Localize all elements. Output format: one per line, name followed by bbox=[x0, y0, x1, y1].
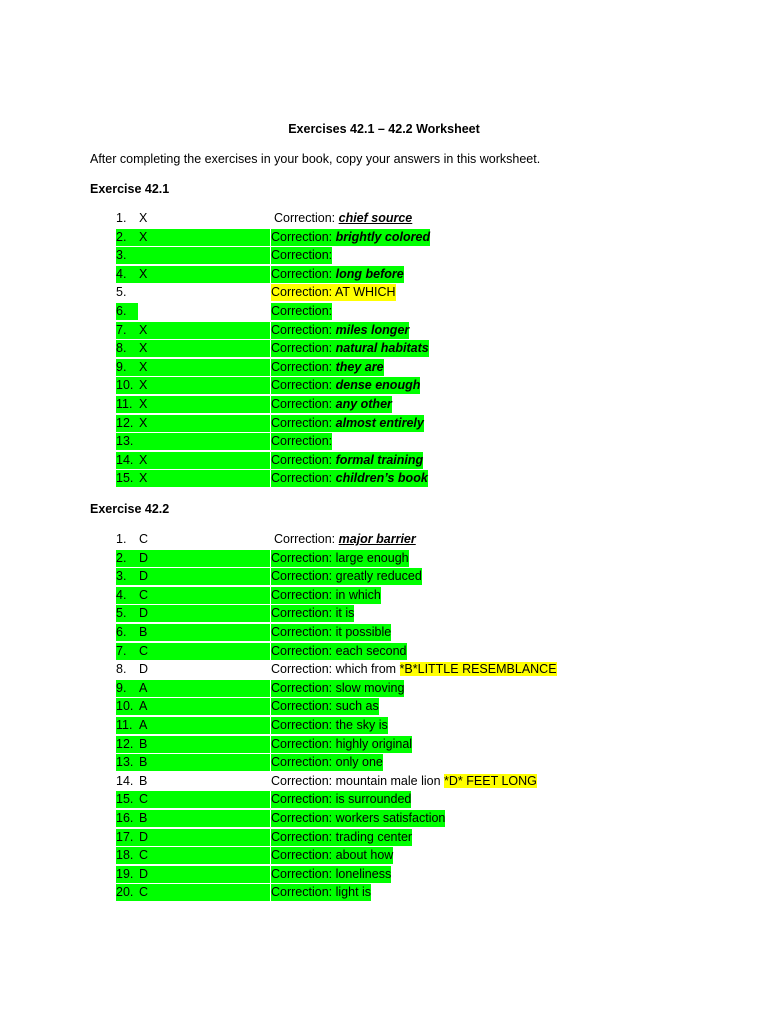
item-number: 9. bbox=[116, 680, 127, 695]
item-number: 14. bbox=[116, 773, 134, 788]
answer-row bbox=[0, 847, 768, 866]
correction-value: which from bbox=[335, 662, 397, 677]
item-number: 5. bbox=[116, 606, 127, 621]
correction-value: dense enough bbox=[335, 378, 421, 393]
correction-value: long before bbox=[335, 266, 404, 281]
correction-label: Correction: bbox=[271, 569, 333, 584]
correction-value: greatly reduced bbox=[335, 569, 422, 584]
correction-label: Correction: bbox=[271, 606, 333, 621]
correction-label: Correction: bbox=[271, 452, 333, 467]
answer-cell bbox=[116, 847, 270, 864]
correction-value: only one bbox=[335, 755, 383, 770]
item-answer: C bbox=[139, 643, 149, 658]
correction-value: it is bbox=[335, 606, 355, 621]
answer-row bbox=[0, 568, 768, 587]
answer-cell bbox=[116, 415, 270, 432]
item-answer: X bbox=[139, 415, 148, 430]
answer-row bbox=[0, 470, 768, 489]
item-answer: D bbox=[139, 662, 149, 677]
correction-label: Correction: bbox=[271, 396, 333, 411]
item-answer: C bbox=[139, 848, 149, 863]
answer-row bbox=[0, 866, 768, 885]
correction-cell bbox=[271, 736, 412, 753]
highlighted-note: *B*LITTLE RESEMBLANCE bbox=[399, 662, 557, 677]
item-answer: X bbox=[139, 341, 148, 356]
answer-cell bbox=[116, 661, 148, 678]
item-answer: B bbox=[139, 810, 148, 825]
exercise-2-answers bbox=[0, 531, 768, 903]
correction-cell bbox=[271, 470, 428, 487]
correction-label: Correction: bbox=[271, 624, 333, 639]
item-number: 7. bbox=[116, 322, 127, 337]
correction-label: Correction: bbox=[271, 415, 333, 430]
item-answer: C bbox=[139, 792, 149, 807]
answer-cell bbox=[116, 605, 270, 622]
exercise-1-heading: Exercise 42.1 bbox=[90, 182, 170, 196]
answer-cell bbox=[116, 680, 270, 697]
answer-row bbox=[0, 624, 768, 643]
correction-label: Correction: bbox=[271, 322, 333, 337]
item-number: 6. bbox=[116, 624, 127, 639]
item-number: 15. bbox=[116, 471, 134, 486]
correction-cell bbox=[271, 266, 404, 283]
item-number: 17. bbox=[116, 829, 134, 844]
item-answer: B bbox=[139, 624, 148, 639]
correction-value: major barrier bbox=[338, 532, 416, 546]
answer-cell bbox=[116, 587, 270, 604]
answer-row bbox=[0, 377, 768, 396]
item-number: 16. bbox=[116, 810, 134, 825]
item-number: 11. bbox=[116, 396, 133, 411]
item-number: 4. bbox=[116, 266, 127, 281]
answer-cell bbox=[116, 229, 270, 246]
item-number: 3. bbox=[116, 569, 127, 584]
correction-cell bbox=[271, 866, 391, 883]
item-answer: X bbox=[139, 452, 148, 467]
answer-cell bbox=[116, 377, 270, 394]
answer-row bbox=[0, 433, 768, 452]
answer-row bbox=[0, 717, 768, 736]
item-answer: A bbox=[139, 699, 148, 714]
correction-label: Correction: bbox=[271, 717, 333, 732]
correction-value: almost entirely bbox=[335, 415, 424, 430]
correction-cell bbox=[271, 396, 392, 413]
answer-row bbox=[0, 266, 768, 285]
exercise-2-heading: Exercise 42.2 bbox=[90, 502, 170, 516]
correction-label: Correction: bbox=[271, 229, 333, 244]
correction-label: Correction: bbox=[271, 810, 333, 825]
answer-cell bbox=[116, 322, 270, 339]
item-answer: X bbox=[139, 396, 148, 411]
item-answer: X bbox=[139, 378, 148, 393]
item-number: 2. bbox=[116, 229, 127, 244]
correction-label: Correction: bbox=[271, 755, 333, 770]
answer-row bbox=[0, 884, 768, 903]
correction-cell bbox=[271, 624, 391, 641]
item-number: 4. bbox=[116, 587, 127, 602]
correction-cell bbox=[271, 550, 409, 567]
correction-value: brightly colored bbox=[335, 229, 431, 244]
answer-row bbox=[0, 229, 768, 248]
correction-cell bbox=[271, 377, 420, 394]
correction-label: Correction: bbox=[271, 643, 333, 658]
item-number: 1. bbox=[116, 532, 127, 546]
item-number: 10. bbox=[116, 699, 134, 714]
answer-cell bbox=[116, 266, 270, 283]
item-answer: C bbox=[139, 885, 149, 900]
correction-label: Correction: bbox=[271, 587, 333, 602]
correction-label: Correction: bbox=[271, 885, 333, 900]
item-answer: A bbox=[139, 717, 148, 732]
answer-row bbox=[0, 810, 768, 829]
item-number: 6. bbox=[116, 303, 127, 318]
correction-value: is surrounded bbox=[335, 792, 412, 807]
correction-label: Correction: bbox=[271, 285, 333, 300]
answer-row bbox=[0, 415, 768, 434]
correction-label: Correction: bbox=[271, 341, 333, 356]
correction-cell bbox=[271, 884, 371, 901]
correction-value: miles longer bbox=[335, 322, 410, 337]
item-answer: B bbox=[139, 773, 148, 788]
answer-row bbox=[0, 605, 768, 624]
correction-value: loneliness bbox=[335, 866, 392, 881]
highlighted-note: *D* FEET LONG bbox=[444, 773, 537, 788]
answer-row bbox=[0, 643, 768, 662]
item-number: 15. bbox=[116, 792, 134, 807]
correction-label: Correction: bbox=[271, 848, 333, 863]
correction-value: slow moving bbox=[335, 680, 405, 695]
correction-value: such as bbox=[335, 699, 379, 714]
item-number: 13. bbox=[116, 434, 134, 449]
answer-cell bbox=[116, 303, 138, 320]
answer-cell bbox=[116, 550, 270, 567]
correction-cell bbox=[271, 303, 332, 320]
answer-row bbox=[0, 698, 768, 717]
correction-cell bbox=[271, 284, 396, 301]
correction-value: they are bbox=[335, 359, 384, 374]
exercise-1-answers bbox=[0, 210, 768, 489]
correction-value: AT WHICH bbox=[334, 285, 396, 300]
answer-cell bbox=[116, 791, 270, 808]
answer-cell bbox=[116, 531, 148, 548]
correction-cell bbox=[271, 359, 384, 376]
item-number: 13. bbox=[116, 755, 134, 770]
answer-cell bbox=[116, 396, 270, 413]
answer-row bbox=[0, 210, 768, 229]
correction-label: Correction: bbox=[271, 773, 333, 788]
answer-row bbox=[0, 791, 768, 810]
answer-row bbox=[0, 359, 768, 378]
answer-row bbox=[0, 587, 768, 606]
item-answer: C bbox=[139, 532, 149, 546]
correction-value: natural habitats bbox=[335, 341, 429, 356]
answer-row bbox=[0, 680, 768, 699]
correction-value: children’s book bbox=[335, 471, 428, 486]
answer-cell bbox=[116, 359, 270, 376]
item-answer: X bbox=[139, 359, 148, 374]
answer-cell bbox=[116, 884, 270, 901]
correction-label: Correction: bbox=[271, 662, 333, 677]
correction-cell bbox=[271, 605, 354, 622]
item-answer: D bbox=[139, 866, 149, 881]
answer-cell bbox=[116, 773, 147, 790]
answer-row bbox=[0, 247, 768, 266]
item-number: 8. bbox=[116, 662, 127, 677]
correction-value: in which bbox=[335, 587, 381, 602]
item-number: 2. bbox=[116, 550, 127, 565]
correction-cell bbox=[274, 531, 416, 548]
item-answer: X bbox=[139, 229, 148, 244]
item-number: 12. bbox=[116, 415, 134, 430]
answer-row bbox=[0, 284, 768, 303]
correction-label: Correction: bbox=[271, 680, 333, 695]
item-number: 18. bbox=[116, 848, 134, 863]
item-answer: B bbox=[139, 755, 148, 770]
correction-cell bbox=[271, 568, 422, 585]
item-number: 1. bbox=[116, 211, 127, 225]
correction-cell bbox=[271, 773, 537, 790]
answer-cell bbox=[116, 624, 270, 641]
answer-cell bbox=[116, 284, 139, 301]
correction-label: Correction: bbox=[271, 829, 333, 844]
intro-text: After completing the exercises in your book, copy your answers in this worksheet. bbox=[90, 152, 541, 166]
correction-label: Correction: bbox=[274, 532, 336, 546]
correction-cell bbox=[271, 717, 388, 734]
correction-value: about how bbox=[335, 848, 394, 863]
item-answer: D bbox=[139, 550, 149, 565]
correction-value: any other bbox=[335, 396, 392, 411]
correction-cell bbox=[271, 829, 412, 846]
answer-row bbox=[0, 396, 768, 415]
correction-label: Correction: bbox=[271, 792, 333, 807]
correction-cell bbox=[274, 210, 412, 227]
answer-cell bbox=[116, 754, 270, 771]
correction-cell bbox=[271, 643, 407, 660]
item-answer: A bbox=[139, 680, 148, 695]
correction-cell bbox=[271, 661, 557, 678]
answer-cell bbox=[116, 643, 270, 660]
correction-value: light is bbox=[335, 885, 372, 900]
item-number: 20. bbox=[116, 885, 134, 900]
answer-row bbox=[0, 661, 768, 680]
item-answer: B bbox=[139, 736, 148, 751]
correction-value: the sky is bbox=[335, 717, 388, 732]
page-title: Exercises 42.1 – 42.2 Worksheet bbox=[288, 122, 480, 136]
correction-cell bbox=[271, 791, 411, 808]
item-number: 11. bbox=[116, 717, 133, 732]
answer-cell bbox=[116, 829, 270, 846]
correction-label: Correction: bbox=[274, 211, 336, 225]
answer-cell bbox=[116, 210, 147, 227]
correction-label: Correction: bbox=[271, 266, 333, 281]
item-answer: X bbox=[139, 211, 148, 225]
correction-cell bbox=[271, 847, 393, 864]
item-number: 7. bbox=[116, 643, 127, 658]
item-number: 3. bbox=[116, 248, 127, 263]
item-answer: D bbox=[139, 829, 149, 844]
correction-value: each second bbox=[335, 643, 407, 658]
correction-label: Correction: bbox=[271, 303, 333, 318]
item-number: 5. bbox=[116, 285, 127, 300]
correction-label: Correction: bbox=[271, 736, 333, 751]
answer-cell bbox=[116, 698, 270, 715]
correction-cell bbox=[271, 810, 445, 827]
correction-cell bbox=[271, 587, 381, 604]
item-answer: C bbox=[139, 587, 149, 602]
correction-value: large enough bbox=[335, 550, 409, 565]
correction-label: Correction: bbox=[271, 434, 333, 449]
correction-label: Correction: bbox=[271, 550, 333, 565]
item-answer: X bbox=[139, 322, 148, 337]
correction-cell bbox=[271, 229, 430, 246]
correction-label: Correction: bbox=[271, 359, 333, 374]
answer-cell bbox=[116, 717, 270, 734]
correction-label: Correction: bbox=[271, 471, 333, 486]
answer-cell bbox=[116, 866, 270, 883]
answer-cell bbox=[116, 247, 270, 264]
correction-label: Correction: bbox=[271, 866, 333, 881]
answer-row bbox=[0, 736, 768, 755]
correction-label: Correction: bbox=[271, 378, 333, 393]
item-answer: D bbox=[139, 569, 149, 584]
correction-cell bbox=[271, 322, 409, 339]
answer-row bbox=[0, 550, 768, 569]
correction-value: highly original bbox=[335, 736, 413, 751]
item-number: 8. bbox=[116, 341, 127, 356]
answer-cell bbox=[116, 340, 270, 357]
answer-row bbox=[0, 829, 768, 848]
correction-label: Correction: bbox=[271, 248, 333, 263]
correction-value: trading center bbox=[335, 829, 413, 844]
item-answer: X bbox=[139, 266, 148, 281]
item-number: 9. bbox=[116, 359, 127, 374]
item-answer: D bbox=[139, 606, 149, 621]
answer-cell bbox=[116, 470, 270, 487]
answer-row bbox=[0, 773, 768, 792]
correction-value: mountain male lion bbox=[335, 773, 441, 788]
item-number: 19. bbox=[116, 866, 134, 881]
correction-label: Correction: bbox=[271, 699, 333, 714]
answer-row bbox=[0, 340, 768, 359]
correction-cell bbox=[271, 680, 404, 697]
correction-value: formal training bbox=[335, 452, 424, 467]
correction-cell bbox=[271, 698, 379, 715]
correction-cell bbox=[271, 754, 383, 771]
item-number: 10. bbox=[116, 378, 134, 393]
item-number: 12. bbox=[116, 736, 134, 751]
answer-row bbox=[0, 754, 768, 773]
answer-cell bbox=[116, 433, 270, 450]
correction-cell bbox=[271, 415, 424, 432]
answer-row bbox=[0, 452, 768, 471]
answer-cell bbox=[116, 736, 270, 753]
correction-value: chief source bbox=[338, 211, 413, 225]
item-answer: X bbox=[139, 471, 148, 486]
correction-cell bbox=[271, 247, 332, 264]
correction-value: workers satisfaction bbox=[335, 810, 446, 825]
answer-cell bbox=[116, 568, 270, 585]
correction-cell bbox=[271, 452, 423, 469]
answer-cell bbox=[116, 452, 270, 469]
answer-row bbox=[0, 303, 768, 322]
correction-cell bbox=[271, 340, 429, 357]
item-number: 14. bbox=[116, 452, 134, 467]
correction-value: it possible bbox=[335, 624, 392, 639]
answer-cell bbox=[116, 810, 270, 827]
answer-row bbox=[0, 322, 768, 341]
answer-row bbox=[0, 531, 768, 550]
correction-cell bbox=[271, 433, 332, 450]
